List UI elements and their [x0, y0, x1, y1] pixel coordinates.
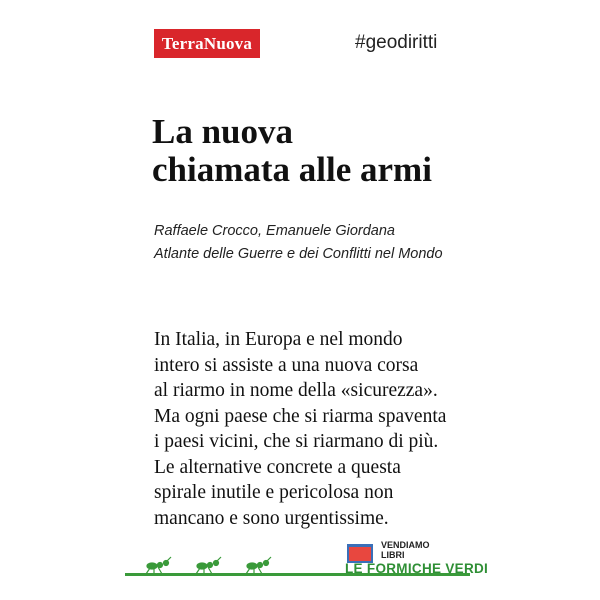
- page-title: [152, 113, 432, 189]
- atlas-line: Atlante delle Guerre e dei Conflitti nel Mondo: [154, 246, 443, 262]
- brand-tagline: [381, 540, 430, 560]
- body-line: Le alternative concrete a questa: [154, 456, 401, 478]
- title-line: chiamata alle armi: [152, 150, 432, 189]
- tagline-line: VENDIAMO: [381, 540, 430, 550]
- authors-block: [154, 220, 443, 266]
- brand-name: LE FORMICHE VERDI: [345, 561, 489, 576]
- authors-line: Raffaele Crocco, Emanuele Giordana: [154, 223, 395, 239]
- body-line: mancano e sono urgentissime.: [154, 507, 389, 529]
- body-line: In Italia, in Europa e nel mondo: [154, 329, 403, 350]
- body-line: spirale inutile e pericolosa non: [154, 482, 394, 503]
- tagline-line: LIBRI: [381, 550, 405, 560]
- body-text: [154, 327, 446, 531]
- title-line: La nuova: [152, 112, 294, 151]
- hashtag: #geodiritti: [355, 32, 438, 53]
- terranuova-logo: TerraNuova: [154, 29, 260, 58]
- body-line: i paesi vicini, che si riarmano di più.: [154, 431, 439, 452]
- body-line: intero si assiste a una nuova corsa: [154, 354, 419, 376]
- body-line: Ma ogni paese che si riarma spaventa: [154, 405, 447, 427]
- formiche-verdi-logo: [345, 540, 489, 584]
- body-line: al riarmo in nome della «sicurezza».: [154, 380, 438, 401]
